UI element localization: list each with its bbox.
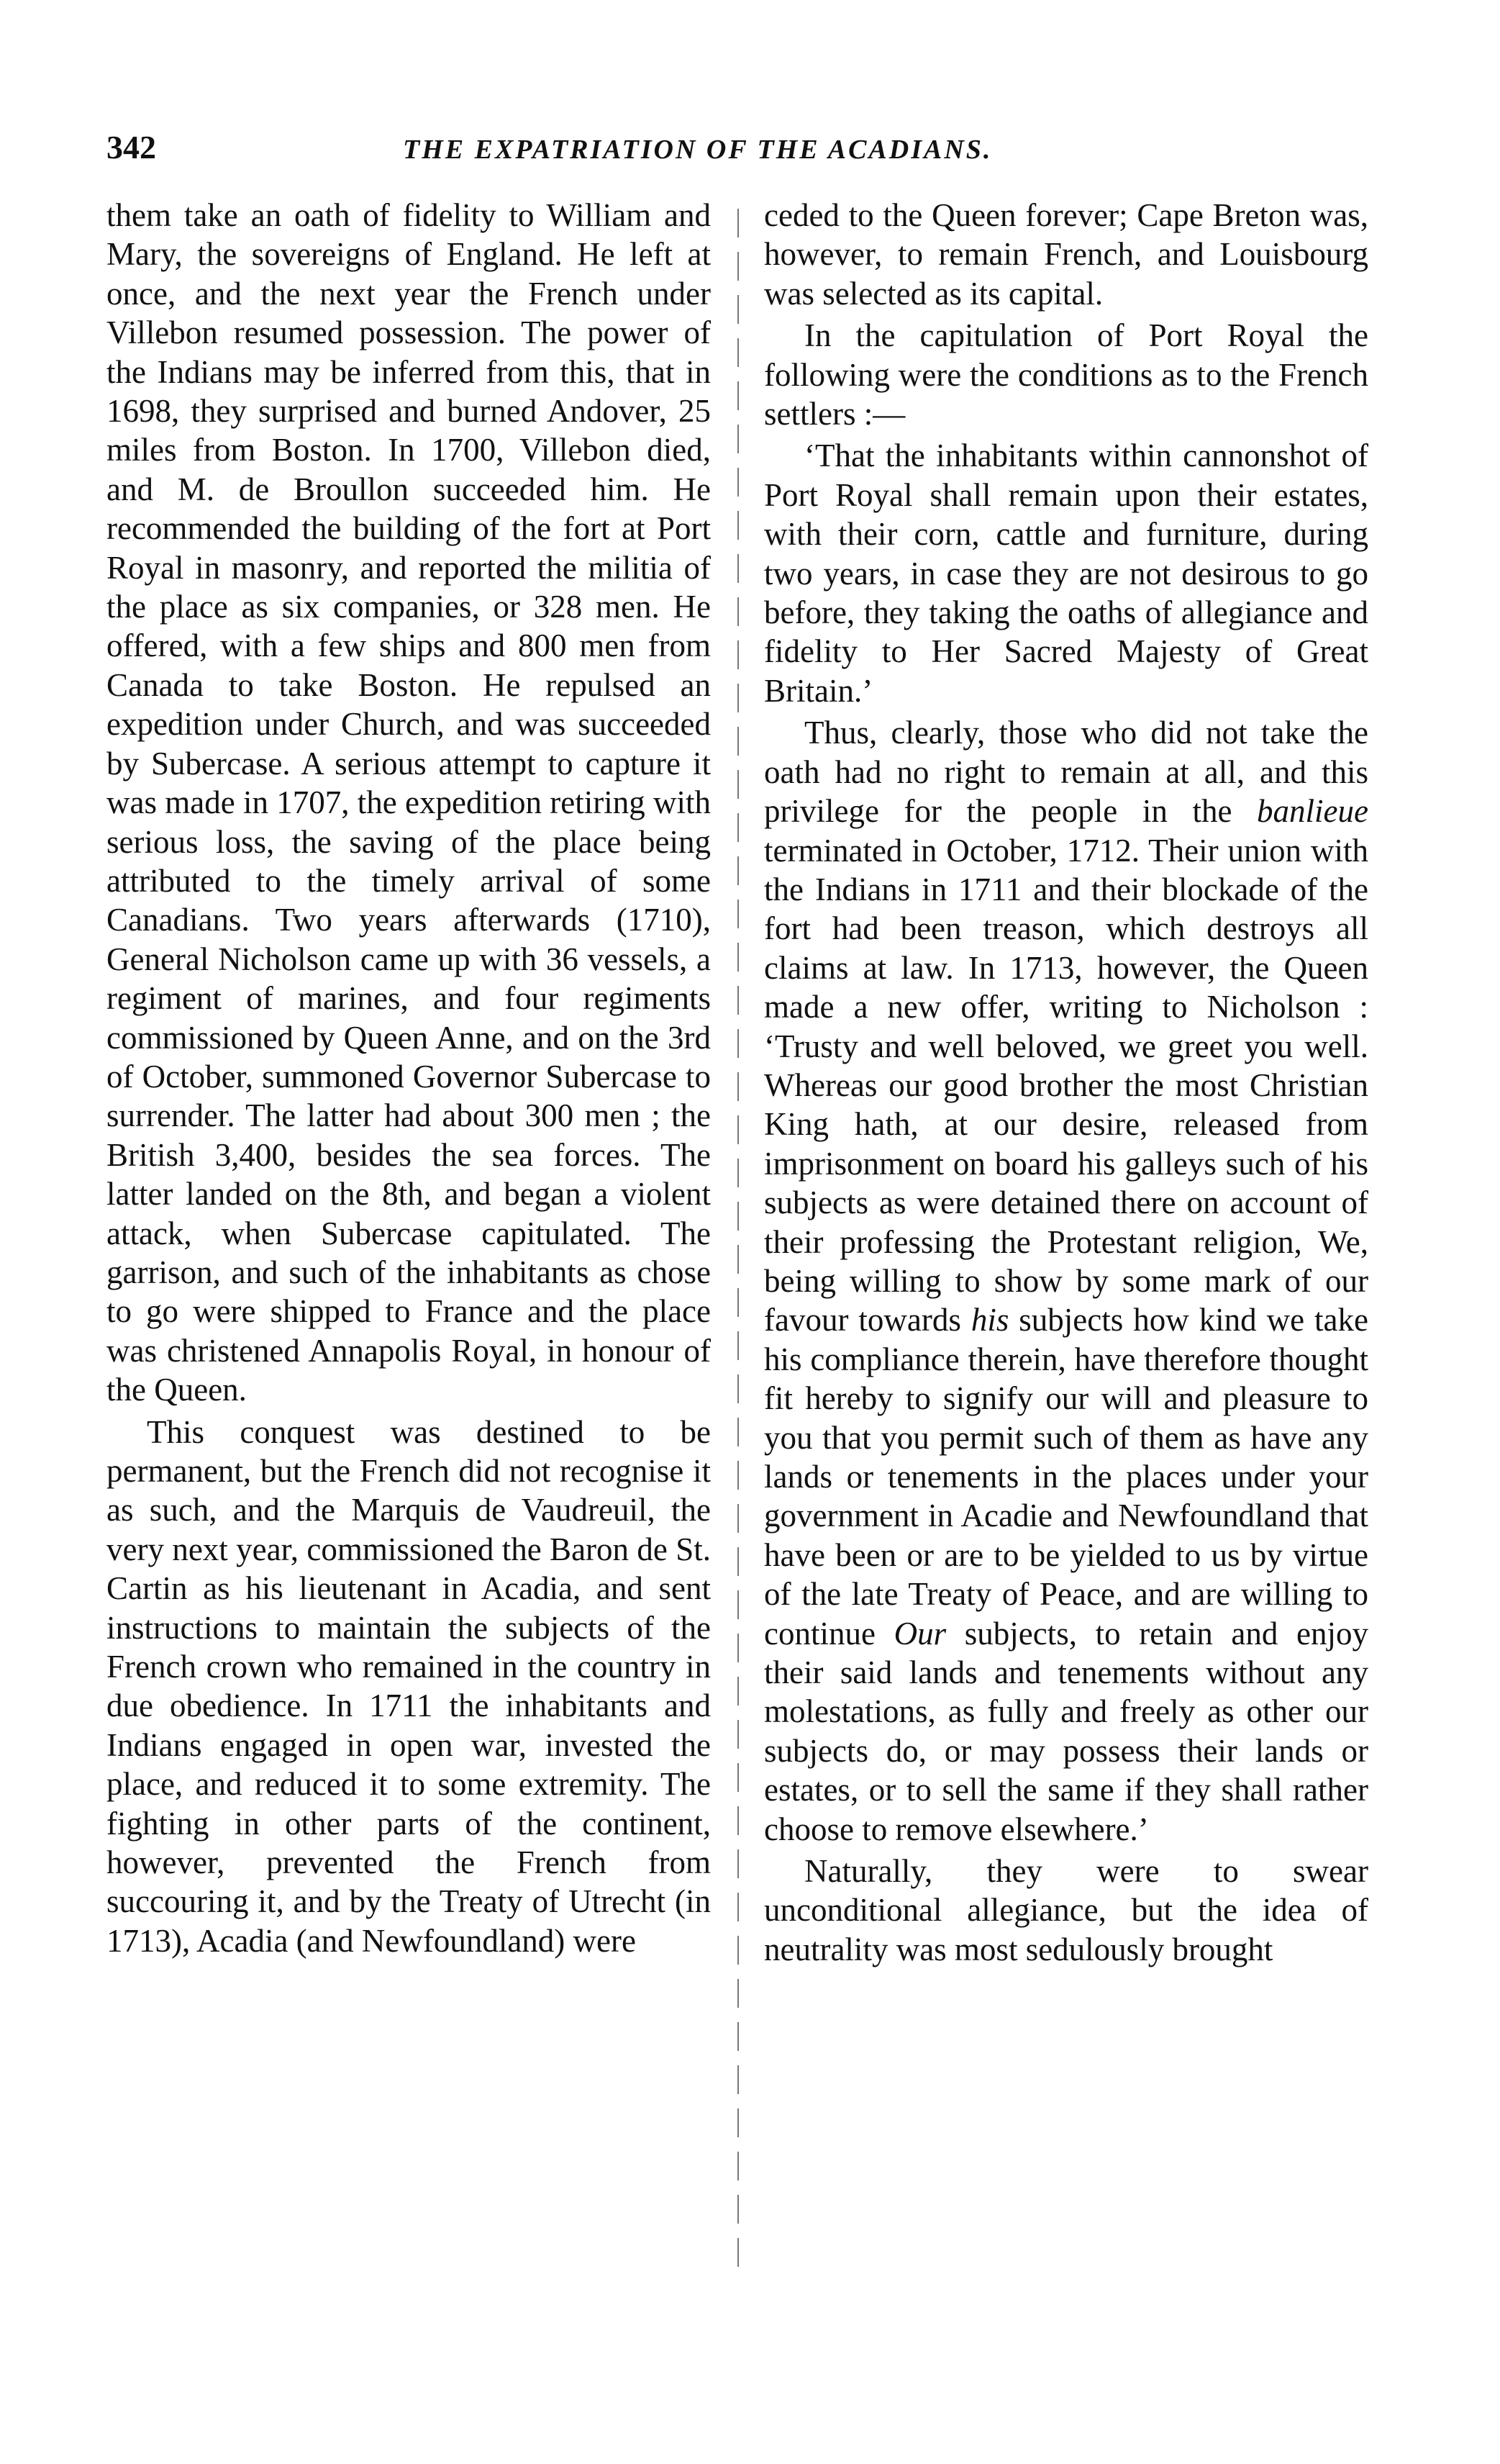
- right-paragraph-1: ceded to the Queen forever; Cape Breton was, however, to remain French, and Louisbourg was selected as its capital.: [764, 197, 1368, 312]
- running-title: THE EXPATRIATION OF THE ACADIANS.: [403, 135, 993, 165]
- left-column: [106, 196, 711, 1960]
- italic-our: Our: [894, 1615, 947, 1652]
- right-paragraph-4: [764, 713, 1368, 1849]
- right-paragraph-4-part-c: subjects how kind we take his compliance therein, have therefore thought fit hereby to signify our will and pleasure to you that you permit such of them as have any lands or tenements in the places under your government in Acadie and Newfoundland that have been or are to be yielded to us by virtue of the late Treaty of Peace, and are willing to continue: [764, 1302, 1368, 1652]
- column-divider: [737, 209, 739, 2281]
- right-paragraph-3-quote: ‘That the inhabitants within cannonshot of Port Royal shall remain upon their estates, with their corn, cattle and furniture, during two years, in case they are not desirous to go before, they taking the oaths of allegiance and fidelity to Her Sacred Majesty of Great Britain.’: [764, 438, 1368, 709]
- right-column: [764, 196, 1368, 1969]
- right-paragraph-4-part-b: terminated in October, 1712. Their union with the Indians in 1711 and their blockade of the fort had been treason, which destroys all claims at law. In 1713, however, the Queen made a new offer, writing to Nicholson : ‘Trusty and well beloved, we greet you well. Whereas our good brother the most Christian King hath, at our desire, released from imprisonment on board his galleys such of his subjects as were detained there on account of their professing the Protestant religion, We, being willing to show by some mark of our favour towards: [764, 832, 1368, 1339]
- italic-banlieue: banlieue: [1257, 793, 1368, 830]
- left-paragraph-1: them take an oath of fidelity to William and Mary, the sovereigns of England. He left at once, and the next year the French under Villebon resumed possession. The power of the Indians may be inferred from this, that in 1698, they surprised and burned Andover, 25 miles from Boston. In 1700, Villebon died, and M. de Broullon succeeded him. He recommended the building of the fort at Port Royal in masonry, and reported the militia of the place as six companies, or 328 men. He offered, with a few ships and 800 men from Canada to take Boston. He repulsed an expedition under Church, and was succeeded by Subercase. A serious attempt to capture it was made in 1707, the expedition retiring with serious loss, the saving of the place being attributed to the timely arrival of some Canadians. Two years afterwards (1710), General Nicholson came up with 36 vessels, a regiment of marines, and four regiments commissioned by Queen Anne, and on the 3rd of October, summoned Governor Subercase to surrender. The latter had about 300 men ; the British 3,400, besides the sea forces. The latter landed on the 8th, and began a violent attack, when Subercase capitulated. The garrison, and such of the inhabitants as chose to go were shipped to France and the place was christened Annapolis Royal, in honour of the Queen.: [106, 197, 711, 1408]
- italic-his: his: [971, 1302, 1009, 1339]
- right-paragraph-2: In the capitulation of Port Royal the following were the conditions as to the French settlers :—: [764, 317, 1368, 432]
- right-paragraph-4-part-a: Thus, clearly, those who did not take the oath had no right to remain at all, and this privilege for the people in the: [764, 715, 1368, 830]
- left-paragraph-2: This conquest was destined to be permanent, but the French did not recognise it as such, and the Marquis de Vaudreuil, the very next year, commissioned the Baron de St. Cartin as his lieutenant in Acadia, and sent instructions to maintain the subjects of the French crown who remained in the country in due obedience. In 1711 the inhabitants and Indians engaged in open war, invested the place, and reduced it to some extremity. The fighting in other parts of the continent, however, prevented the French from succouring it, and by the Treaty of Utrecht (in 1713), Acadia (and Newfoundland) were: [106, 1413, 711, 1959]
- right-paragraph-5: Naturally, they were to swear unconditional allegiance, but the idea of neutrality was most sedulously brought: [764, 1853, 1368, 1967]
- right-paragraph-4-part-d: subjects, to retain and enjoy their said lands and tenements without any molestations, as fully and freely as other our subjects do, or may possess their lands or estates, or to sell the same if they shall rather choose to remove elsewhere.’: [764, 1615, 1368, 1847]
- page-number: 342: [106, 129, 156, 166]
